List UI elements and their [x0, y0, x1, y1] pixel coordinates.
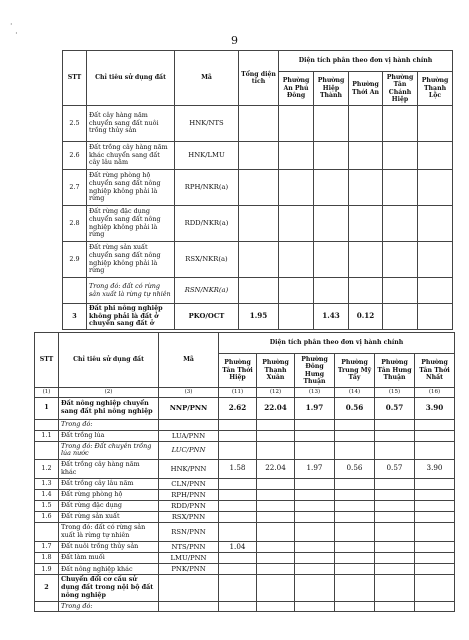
row-criteria: Đất trồng cây hàng năm khác chuyển sang đất cây lâu năm [87, 142, 175, 170]
table-row [35, 460, 455, 478]
row-value: 22.04 [257, 397, 295, 419]
row-value [295, 523, 335, 541]
row-criteria: Đất trồng cây lâu năm [59, 478, 159, 489]
row-criteria: Đất nông nghiệp khác [59, 564, 159, 575]
row-value [257, 511, 295, 522]
row-value [257, 489, 295, 500]
row-value [349, 142, 383, 170]
row-value [349, 170, 383, 206]
row-value [257, 564, 295, 575]
table-row [63, 106, 453, 142]
row-value [415, 575, 455, 601]
row-stt: 1 [35, 397, 59, 419]
row-value [335, 575, 375, 601]
row-value: 2.62 [219, 397, 257, 419]
row-stt: 2.5 [63, 106, 87, 142]
row-value [415, 430, 455, 441]
row-value [257, 419, 295, 430]
row-value [257, 541, 295, 553]
row-value [335, 500, 375, 511]
row-code: RSX/PNN [159, 511, 219, 522]
row-stt: 1.3 [35, 478, 59, 489]
row-value [349, 106, 383, 142]
row-criteria: Trong đó: đất có rừng sản xuất là rừng tự nhiên [87, 278, 175, 304]
row-criteria: Đất rừng đặc dụng [59, 500, 159, 511]
row-value [375, 601, 415, 612]
table-row [35, 511, 455, 522]
column-index: (13) [295, 388, 335, 398]
row-code: NNP/PNN [159, 397, 219, 419]
row-criteria: Đất rừng sản xuất chuyển sang đất nông nghiệp không phải là rừng [87, 242, 175, 278]
row-value: 3.90 [415, 397, 455, 419]
row-value [349, 242, 383, 278]
row-value [257, 575, 295, 601]
row-stt [35, 523, 59, 541]
row-code: LUA/PNN [159, 430, 219, 441]
row-value [383, 242, 418, 278]
row-value [418, 278, 453, 304]
row-value [239, 106, 279, 142]
row-value [219, 511, 257, 522]
row-code: RSX/NKR(a) [175, 242, 239, 278]
row-value [219, 500, 257, 511]
column-index: (14) [335, 388, 375, 398]
row-stt [35, 441, 59, 459]
row-criteria: Đất phi nông nghiệp không phải là đất ở chuyển sang đất ở [87, 304, 175, 330]
stt-header: STT [35, 333, 59, 388]
ward-header: Phường Hiệp Thành [314, 72, 349, 106]
row-value [257, 601, 295, 612]
row-value [257, 441, 295, 459]
row-value: 0.57 [375, 397, 415, 419]
column-index: (3) [159, 388, 219, 398]
code-header: Mã [175, 51, 239, 106]
row-code: RDD/NKR(a) [175, 206, 239, 242]
row-value [349, 278, 383, 304]
row-value [239, 142, 279, 170]
row-value [219, 441, 257, 459]
row-criteria: Đất rừng phòng hộ chuyển sang đất nông nghiệp không phải là rừng [87, 170, 175, 206]
row-code: RPH/PNN [159, 489, 219, 500]
row-value [239, 170, 279, 206]
row-value [295, 489, 335, 500]
row-value [415, 419, 455, 430]
row-value [219, 419, 257, 430]
row-value: 0.12 [349, 304, 383, 330]
row-value [219, 553, 257, 564]
row-value [375, 419, 415, 430]
table-row [63, 278, 453, 304]
ward-header: Phường Tân Hưng Thuận [375, 354, 415, 388]
row-value: 1.43 [314, 304, 349, 330]
row-value [335, 511, 375, 522]
table-row [63, 242, 453, 278]
ward-header: Phường Thới An [349, 72, 383, 106]
table-row [63, 206, 453, 242]
row-value [295, 430, 335, 441]
row-value [257, 500, 295, 511]
row-value: 0.56 [335, 460, 375, 478]
column-index: (12) [257, 388, 295, 398]
row-value [279, 106, 314, 142]
row-stt: 2.9 [63, 242, 87, 278]
row-value [415, 441, 455, 459]
row-value [383, 170, 418, 206]
row-value: 1.58 [219, 460, 257, 478]
table-row [35, 553, 455, 564]
column-index: (2) [59, 388, 159, 398]
row-value [335, 541, 375, 553]
ward-header: Phường Đông Hưng Thuận [295, 354, 335, 388]
row-value [349, 206, 383, 242]
row-value [335, 523, 375, 541]
row-value [257, 553, 295, 564]
row-value [314, 278, 349, 304]
row-value [279, 242, 314, 278]
row-criteria: Đất trồng cây hàng năm khác [59, 460, 159, 478]
scan-marks: · · [10, 20, 18, 38]
row-value [418, 206, 453, 242]
row-value: 1.04 [219, 541, 257, 553]
column-index: (16) [415, 388, 455, 398]
row-stt: 1.4 [35, 489, 59, 500]
row-stt [63, 278, 87, 304]
criteria-header: Chỉ tiêu sử dụng đất [87, 51, 175, 106]
row-value [314, 242, 349, 278]
row-code: HNK/LMU [175, 142, 239, 170]
table-row [35, 478, 455, 489]
row-value: 0.57 [375, 460, 415, 478]
row-value [257, 523, 295, 541]
row-value [375, 553, 415, 564]
row-value [375, 489, 415, 500]
row-value [295, 564, 335, 575]
row-code [159, 601, 219, 612]
row-code: HNK/NTS [175, 106, 239, 142]
row-criteria: Đất rừng phòng hộ [59, 489, 159, 500]
row-value [239, 206, 279, 242]
row-value: 1.97 [295, 397, 335, 419]
row-stt: 1.8 [35, 553, 59, 564]
row-criteria: Trong đó: [59, 419, 159, 430]
row-value [219, 601, 257, 612]
row-criteria: Đất nông nghiệp chuyển sang đất phi nông nghiệp [59, 397, 159, 419]
row-code: NTS/PNN [159, 541, 219, 553]
table-row [35, 575, 455, 601]
row-value [295, 419, 335, 430]
row-value [335, 430, 375, 441]
table-row [35, 430, 455, 441]
ward-header: Phường Trung Mỹ Tây [335, 354, 375, 388]
row-criteria: Đất trồng lúa [59, 430, 159, 441]
row-value [279, 170, 314, 206]
row-criteria: Đất cây hàng năm chuyển sang đất nuôi trồng thủy sản [87, 106, 175, 142]
row-code: PNK/PNN [159, 564, 219, 575]
table-row [35, 419, 455, 430]
row-value [335, 478, 375, 489]
column-index: (1) [35, 388, 59, 398]
row-value [335, 601, 375, 612]
row-criteria: Trong đó: [59, 601, 159, 612]
row-code [159, 419, 219, 430]
row-stt: 1.6 [35, 511, 59, 522]
row-value [295, 511, 335, 522]
row-value: 1.95 [239, 304, 279, 330]
row-stt: 1.9 [35, 564, 59, 575]
row-value [383, 206, 418, 242]
row-value: 3.90 [415, 460, 455, 478]
table-row [63, 142, 453, 170]
row-code: RSN/NKR(a) [175, 278, 239, 304]
row-stt [35, 601, 59, 612]
group-header: Diện tích phân theo đơn vị hành chính [219, 333, 455, 354]
row-value [335, 489, 375, 500]
ward-header: Phường Thạnh Xuân [257, 354, 295, 388]
row-value [295, 575, 335, 601]
row-value [375, 523, 415, 541]
row-value [418, 142, 453, 170]
row-value [418, 242, 453, 278]
row-criteria: Chuyển đổi cơ cấu sử dụng đất trong nội bộ đất nông nghiệp [59, 575, 159, 601]
table-row [35, 541, 455, 553]
row-value [415, 553, 455, 564]
row-value: 1.97 [295, 460, 335, 478]
row-value [295, 441, 335, 459]
column-index: (15) [375, 388, 415, 398]
table-row [35, 397, 455, 419]
row-value [335, 564, 375, 575]
row-code: RDD/PNN [159, 500, 219, 511]
row-stt: 1.7 [35, 541, 59, 553]
table-row [63, 304, 453, 330]
row-value [335, 441, 375, 459]
ward-header: Phường An Phú Đông [279, 72, 314, 106]
row-stt: 1.5 [35, 500, 59, 511]
row-code: LMU/PNN [159, 553, 219, 564]
row-code: HNK/PNN [159, 460, 219, 478]
row-stt [35, 419, 59, 430]
row-value [219, 575, 257, 601]
table-row [35, 564, 455, 575]
table-row [35, 441, 455, 459]
row-value [257, 430, 295, 441]
ward-header: Phường Tân Thới Hiệp [219, 354, 257, 388]
table2-header-row-1 [35, 333, 455, 354]
land-use-table-1 [62, 50, 453, 330]
ward-header: Phường Tân Chánh Hiệp [383, 72, 418, 106]
row-value [375, 564, 415, 575]
row-value [375, 441, 415, 459]
total-header: Tổng diện tích [239, 51, 279, 106]
row-stt: 2.6 [63, 142, 87, 170]
row-stt: 2.7 [63, 170, 87, 206]
row-stt: 2 [35, 575, 59, 601]
row-value [415, 564, 455, 575]
row-value [415, 478, 455, 489]
column-index: (11) [219, 388, 257, 398]
criteria-header: Chỉ tiêu sử dụng đất [59, 333, 159, 388]
row-value: 0.56 [335, 397, 375, 419]
row-value [383, 278, 418, 304]
row-value [314, 142, 349, 170]
ward-header: Phường Tân Thới Nhất [415, 354, 455, 388]
row-value [219, 489, 257, 500]
row-code: LUC/PNN [159, 441, 219, 459]
row-value [418, 106, 453, 142]
table-row [35, 523, 455, 541]
row-value [375, 541, 415, 553]
table-row [35, 489, 455, 500]
row-value [383, 304, 418, 330]
row-value [383, 106, 418, 142]
row-value [415, 500, 455, 511]
row-value [375, 575, 415, 601]
row-criteria: Trong đó: Đất chuyên trồng lúa nước [59, 441, 159, 459]
row-code: CLN/PNN [159, 478, 219, 489]
table-row [63, 170, 453, 206]
row-stt: 3 [63, 304, 87, 330]
row-criteria: Đất nuôi trồng thủy sản [59, 541, 159, 553]
row-value [219, 430, 257, 441]
table1-header-row-1 [63, 51, 453, 72]
row-value [314, 106, 349, 142]
row-stt: 1.1 [35, 430, 59, 441]
row-value [279, 278, 314, 304]
row-value [239, 278, 279, 304]
row-code: RSN/PNN [159, 523, 219, 541]
row-criteria: Đất rừng sản xuất [59, 511, 159, 522]
row-value [375, 430, 415, 441]
row-code: RPH/NKR(a) [175, 170, 239, 206]
stt-header: STT [63, 51, 87, 106]
row-value [314, 170, 349, 206]
row-value [314, 206, 349, 242]
row-value [257, 478, 295, 489]
row-value [295, 541, 335, 553]
row-code: PKO/OCT [175, 304, 239, 330]
row-stt: 1.2 [35, 460, 59, 478]
row-criteria: Đất rừng đặc dụng chuyển sang đất nông nghiệp không phải là rừng [87, 206, 175, 242]
row-value [415, 523, 455, 541]
row-value [295, 500, 335, 511]
row-value [295, 553, 335, 564]
row-value [418, 304, 453, 330]
land-use-table-2 [34, 332, 455, 612]
row-value [219, 478, 257, 489]
row-value [279, 142, 314, 170]
code-header: Mã [159, 333, 219, 388]
row-value [219, 523, 257, 541]
row-value [375, 511, 415, 522]
row-stt: 2.8 [63, 206, 87, 242]
column-index-row [35, 388, 455, 398]
ward-header: Phường Thạnh Lộc [418, 72, 453, 106]
row-value [418, 170, 453, 206]
row-value [383, 142, 418, 170]
row-value [375, 478, 415, 489]
row-value [335, 553, 375, 564]
row-value [415, 489, 455, 500]
row-value [415, 511, 455, 522]
row-value [335, 419, 375, 430]
group-header: Diện tích phân theo đơn vị hành chính [279, 51, 453, 72]
row-criteria: Đất làm muối [59, 553, 159, 564]
row-value [219, 564, 257, 575]
row-code [159, 575, 219, 601]
table-row [35, 500, 455, 511]
row-value [375, 500, 415, 511]
row-value: 22.04 [257, 460, 295, 478]
row-criteria: Trong đó: đất có rừng sản xuất là rừng tự nhiên [59, 523, 159, 541]
row-value [295, 478, 335, 489]
row-value [415, 541, 455, 553]
row-value [415, 601, 455, 612]
row-value [295, 601, 335, 612]
row-value [279, 206, 314, 242]
row-value [279, 304, 314, 330]
table-row [35, 601, 455, 612]
page-number: 9 [231, 34, 238, 47]
row-value [239, 242, 279, 278]
